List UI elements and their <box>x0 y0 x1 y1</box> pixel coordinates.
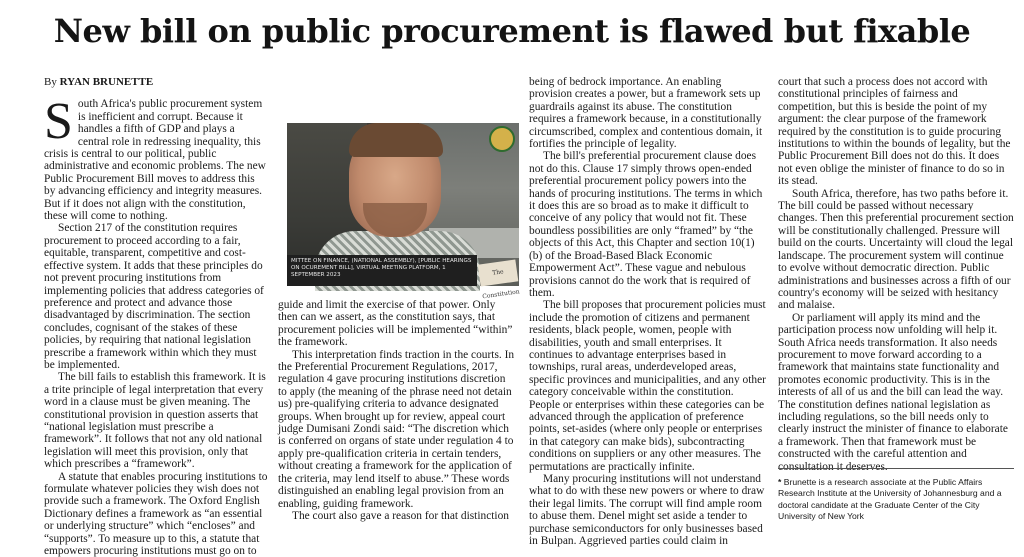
paragraph: The bill fails to establish this framework. It is a trite principle of legal interpretation that every word in a clause must be given meaning. The constitutional provision in question asserts that “national legislation must prescribe a framework”. It follows that not any old national legislation will meet this provision, only that which prescribes a “framework”. <box>44 371 266 471</box>
byline-prefix: By <box>44 76 60 88</box>
paragraph: being of bedrock importance. An enabling provision creates a power, but a framework sets up guardrails against its abuse. The constitution requires a framework because, in a constitutionally circumscribed, complex and contentious domain, it fortifies the principle of legality. <box>529 76 763 151</box>
headline: New bill on public procurement is flawed but fixable <box>53 12 971 50</box>
paragraph <box>44 93 268 223</box>
parliament-seal-icon <box>489 126 515 152</box>
paragraph: The court also gave a reason for that distinction <box>292 509 509 522</box>
paragraph: The bill proposes that procurement policies must include the promotion of citizens and permanent residents, black people, women, people with disabilities, youth and small enterprises. It continues to advantage enterprises based in townships, rural areas, underdeveloped areas, specific provinces and municipalities, and any other category conceivable within the constitution. People or enterprises within these categories can be advanced through the application of preference points, set-asides (where only people or enterprises in that category can make bids), subcontracting conditions on suppliers or any other measures. The permutations are practically infinite. <box>529 299 766 473</box>
author-footnote <box>778 468 1014 523</box>
footnote-text: Brunette is a research associate at the Public Affairs Research Institute at the University of Johannesburg and a doctoral candidate at the Graduate Center of the City University of New York <box>778 477 1002 522</box>
paragraph: The bill's preferential procurement clause does not do this. Clause 17 simply throws open-ended preferential procurement policy powers into the hands of procuring institutions. The terms in which it does this are so broad as to make it difficult to conceive of any policy that would not fit. These boundless possibilities are only “framed” by “the objects of this Act, this Chapter and section 10(1)(b) of the Broad-Based Black Economic Empowerment Act”. These vague and nebulous provisions cannot do the work that is required of them. <box>529 150 763 299</box>
paragraph-text: outh Africa's public procurement system is inefficient and corrupt. Because it handles a fifth of GDP and plays a central role in redressing inequality, this crisis is central to our political, public administrative and economic problems. The new Public Procurement Bill moves to address this by advancing efficiency and integrity measures. But if it does not align with the constitution, these will come to nothing. <box>44 98 266 223</box>
paragraph: This interpretation finds traction in the courts. In the Preferential Procurement Regulations, 2017, regulation 4 gave procuring institutions discretion to apply (the meaning of the phrase need not detain us) pre-qualifying criteria to advance designated groups. When brought up for review, appeal court judge Dumisani Zondi said: “The discretion which is conferred on organs of state under regulation 4 to apply pre-qualification criteria in certain tenders, without creating a framework for the application of the criteria, may lend itself to abuse.” These words distinguished an enabling legal provision from an enabling, guiding framework. <box>278 348 515 510</box>
drop-cap: S <box>44 93 73 151</box>
article-column-2 <box>278 299 516 522</box>
photo-hair <box>349 123 443 157</box>
footnote-star: * <box>778 477 782 487</box>
article-column-4 <box>778 76 1014 473</box>
article-photo <box>287 123 521 301</box>
constitution-banner: The Constitution <box>478 259 519 286</box>
article-column-3 <box>529 76 767 547</box>
paragraph: Section 217 of the constitution requires procurement to proceed according to a fair, equitable, transparent, competitive and cost-effective system. It adds that these principles do not prevent procuring institutions from implementing policies that address categories of preference and protect and advance those disadvantaged by discrimination. The section concludes, cognisant of the stakes of these policies, by requiring that national legislation prescribe a framework within which they must be implemented. <box>44 222 264 371</box>
paragraph: guide and limit the exercise of that power. Only then can we assert, as the constitution says, that procurement policies will be implemented “within” the framework. <box>278 299 513 349</box>
byline <box>44 76 268 88</box>
paragraph: Or parliament will apply its mind and the participation process now unfolding will help it. South Africa needs transformation. It also needs procurement to move forward according to a framework that maintains state functionality and promotes economic productivity. This is in the interests of all of us and the bill can lead the way. The constitution defines national legislation as including regulations, so the bill needs only to clearly instruct the minister of finance to elaborate a framework. Then that framework must be constructed with the careful attention and consultation it deserves. <box>778 311 1008 473</box>
byline-author: RYAN BRUNETTE <box>59 76 154 88</box>
paragraph: A statute that enables procuring institutions to formulate whatever policies they wish does not provide such a framework. The Oxford English Dictionary defines a framework as “an essential or underlying structure” which “encloses” and “supports”. To measure up to this, a statute that empowers procuring institutions must go on to <box>44 470 268 557</box>
photo-caption: MITTEE ON FINANCE, (NATIONAL ASSEMBLY), [PUBLIC HEARINGS ON OCUREMENT BILL], VIRTUAL MEETING PLATFORM, 1 SEPTEMBER 2023 <box>287 255 477 286</box>
paragraph: South Africa, therefore, has two paths before it. The bill could be passed without necessary changes. Then this preferential procurement section will be constitutionally challenged. Pressure will build on the courts. Uncertainty will cloud the legal landscape. The procurement system will continue to evolve without democratic direction. Public administrations and businesses across a fifth of our country's economy will be seized with hesitancy and malaise. <box>778 187 1014 312</box>
article-column-1 <box>44 76 268 557</box>
paragraph: court that such a process does not accord with constitutional principles of fairness and competition, but this is beside the point of my argument: the clear purpose of the framework required by the constitution is to guide procuring institutions to within the bounds of legality, but the Public Procurement Bill does not do this. It does not even oblige the minister of finance to do so in its stead. <box>778 76 1011 188</box>
paragraph: Many procuring institutions will not understand what to do with these new powers or where to draw their legal limits. The corrupt will find ample room to abuse them. Denel might set aside a tender to purchase semiconductors for only businesses based in Bulpan. Aggrieved parties could claim in <box>529 473 765 548</box>
